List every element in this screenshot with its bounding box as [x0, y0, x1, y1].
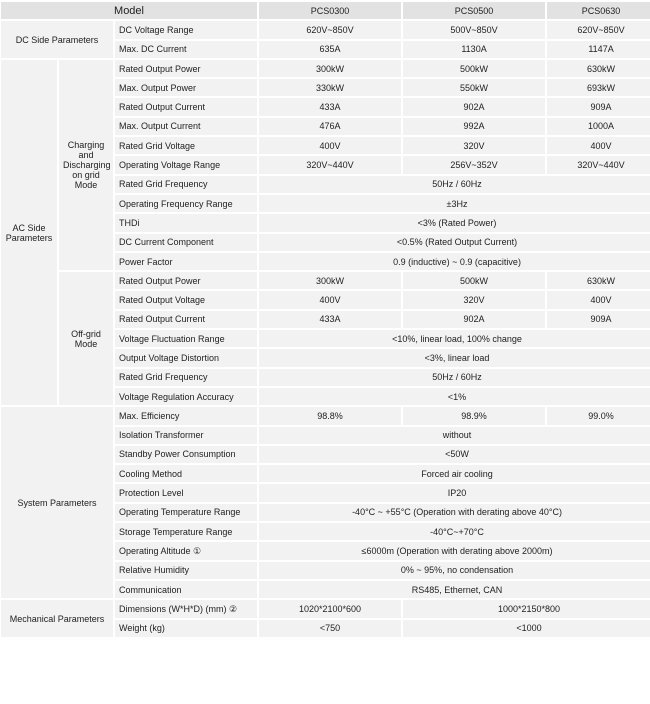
- value-cell: Forced air cooling: [259, 465, 650, 482]
- param-label: Power Factor: [115, 253, 257, 270]
- model-col-header: PCS0500: [403, 2, 545, 19]
- param-label: THDi: [115, 214, 257, 231]
- param-label: Rated Grid Frequency: [115, 369, 257, 386]
- table-row: [1, 407, 650, 424]
- value-cell: 0% ~ 95%, no condensation: [259, 562, 650, 579]
- subgroup-label: Off-grid Mode: [59, 272, 113, 405]
- param-label: Voltage Regulation Accuracy: [115, 388, 257, 405]
- param-label: Dimensions (W*H*D) (mm) ②: [115, 600, 257, 617]
- value-cell: 635A: [259, 41, 401, 58]
- param-label: Operating Altitude ①: [115, 542, 257, 559]
- value-cell: without: [259, 427, 650, 444]
- param-label: Protection Level: [115, 484, 257, 501]
- value-cell: 1000*2150*800: [403, 600, 650, 617]
- value-cell: 433A: [259, 311, 401, 328]
- param-label: Rated Grid Voltage: [115, 137, 257, 154]
- value-cell: 909A: [547, 311, 650, 328]
- param-label: Weight (kg): [115, 620, 257, 637]
- param-label: Operating Temperature Range: [115, 504, 257, 521]
- value-cell: <1%: [259, 388, 650, 405]
- param-label: Operating Frequency Range: [115, 195, 257, 212]
- value-cell: 1020*2100*600: [259, 600, 401, 617]
- value-cell: 620V~850V: [259, 21, 401, 38]
- param-label: DC Voltage Range: [115, 21, 257, 38]
- param-label: Voltage Fluctuation Range: [115, 330, 257, 347]
- value-cell: <10%, linear load, 100% change: [259, 330, 650, 347]
- table-row: [1, 21, 650, 38]
- value-cell: 500V~850V: [403, 21, 545, 38]
- value-cell: 902A: [403, 311, 545, 328]
- value-cell: 400V: [547, 291, 650, 308]
- param-label: Max. Efficiency: [115, 407, 257, 424]
- value-cell: 320V~440V: [259, 156, 401, 173]
- value-cell: 50Hz / 60Hz: [259, 176, 650, 193]
- param-label: Rated Output Power: [115, 60, 257, 77]
- value-cell: 550kW: [403, 79, 545, 96]
- header-row: [1, 2, 650, 19]
- value-cell: 330kW: [259, 79, 401, 96]
- table-row: [1, 272, 650, 289]
- group-label: System Parameters: [1, 407, 113, 598]
- value-cell: -40°C~+70°C: [259, 523, 650, 540]
- value-cell: 1000A: [547, 118, 650, 135]
- model-col-header: PCS0630: [547, 2, 650, 19]
- value-cell: 630kW: [547, 272, 650, 289]
- param-label: Communication: [115, 581, 257, 598]
- value-cell: ≤6000m (Operation with derating above 2000m): [259, 542, 650, 559]
- param-label: Max. Output Current: [115, 118, 257, 135]
- value-cell: 400V: [259, 291, 401, 308]
- value-cell: 320V: [403, 291, 545, 308]
- param-label: Relative Humidity: [115, 562, 257, 579]
- param-label: Rated Output Current: [115, 98, 257, 115]
- param-label: Rated Output Current: [115, 311, 257, 328]
- subgroup-label: Charging and Discharging on grid Mode: [59, 60, 113, 270]
- value-cell: 1147A: [547, 41, 650, 58]
- param-label: Cooling Method: [115, 465, 257, 482]
- value-cell: <50W: [259, 446, 650, 463]
- value-cell: 433A: [259, 98, 401, 115]
- param-label: Isolation Transformer: [115, 427, 257, 444]
- param-label: DC Current Component: [115, 234, 257, 251]
- value-cell: 630kW: [547, 60, 650, 77]
- spec-body: [1, 21, 650, 637]
- value-cell: 620V~850V: [547, 21, 650, 38]
- param-label: Storage Temperature Range: [115, 523, 257, 540]
- param-label: Max. Output Power: [115, 79, 257, 96]
- value-cell: 300kW: [259, 60, 401, 77]
- table-row: [1, 600, 650, 617]
- table-row: [1, 60, 650, 77]
- value-cell: -40°C ~ +55°C (Operation with derating above 40°C): [259, 504, 650, 521]
- value-cell: 992A: [403, 118, 545, 135]
- param-label: Standby Power Consumption: [115, 446, 257, 463]
- value-cell: <3% (Rated Power): [259, 214, 650, 231]
- value-cell: 98.8%: [259, 407, 401, 424]
- value-cell: 476A: [259, 118, 401, 135]
- value-cell: 500kW: [403, 60, 545, 77]
- value-cell: 0.9 (inductive) ~ 0.9 (capacitive): [259, 253, 650, 270]
- value-cell: <1000: [403, 620, 650, 637]
- value-cell: <750: [259, 620, 401, 637]
- value-cell: RS485, Ethernet, CAN: [259, 581, 650, 598]
- value-cell: 320V: [403, 137, 545, 154]
- model-header: Model: [1, 2, 257, 19]
- value-cell: 98.9%: [403, 407, 545, 424]
- group-label: AC Side Parameters: [1, 60, 57, 405]
- param-label: Output Voltage Distortion: [115, 349, 257, 366]
- value-cell: ±3Hz: [259, 195, 650, 212]
- model-col-header: PCS0300: [259, 2, 401, 19]
- value-cell: IP20: [259, 484, 650, 501]
- value-cell: 500kW: [403, 272, 545, 289]
- value-cell: <0.5% (Rated Output Current): [259, 234, 650, 251]
- param-label: Operating Voltage Range: [115, 156, 257, 173]
- value-cell: 50Hz / 60Hz: [259, 369, 650, 386]
- group-label: Mechanical Parameters: [1, 600, 113, 637]
- value-cell: <3%, linear load: [259, 349, 650, 366]
- value-cell: 320V~440V: [547, 156, 650, 173]
- value-cell: 1130A: [403, 41, 545, 58]
- value-cell: 99.0%: [547, 407, 650, 424]
- value-cell: 909A: [547, 98, 650, 115]
- value-cell: 693kW: [547, 79, 650, 96]
- value-cell: 400V: [547, 137, 650, 154]
- param-label: Rated Grid Frequency: [115, 176, 257, 193]
- param-label: Max. DC Current: [115, 41, 257, 58]
- value-cell: 300kW: [259, 272, 401, 289]
- value-cell: 256V~352V: [403, 156, 545, 173]
- group-label: DC Side Parameters: [1, 21, 113, 58]
- value-cell: 400V: [259, 137, 401, 154]
- param-label: Rated Output Voltage: [115, 291, 257, 308]
- value-cell: 902A: [403, 98, 545, 115]
- param-label: Rated Output Power: [115, 272, 257, 289]
